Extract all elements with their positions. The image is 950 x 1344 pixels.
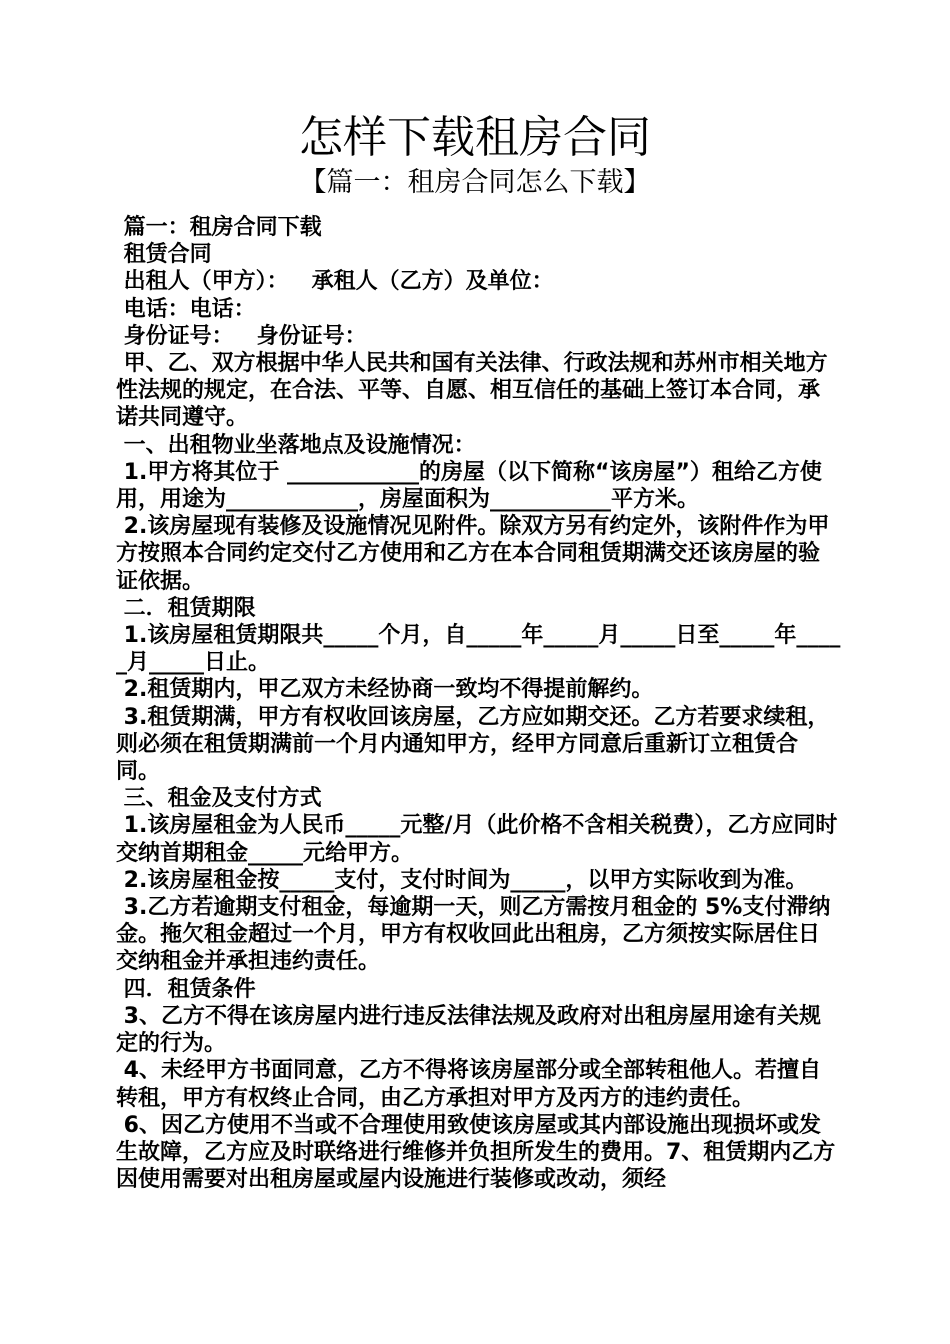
document-title: 怎样下载租房合同 (299, 112, 651, 163)
paragraph: 6、因乙方使用不当或不合理使用致使该房屋或其内部设施出现损坏或发生故障，乙方应及时联络进行维修并负担所发生的费用。7、租赁期内乙方因使用需要对出租房屋或屋内设施进行装修或改动，须经 (116, 1112, 836, 1193)
paragraph: 2.该房屋租金按_____支付，支付时间为_____，以甲方实际收到为准。 (116, 867, 808, 893)
paragraph: 3.乙方若逾期支付租金，每逾期一天，则乙方需按月租金的 5%支付滞纳金。拖欠租金超过一个月，甲方有权收回此出租房，乙方须按实际居住日交纳租金并承担违约责任。 (116, 895, 831, 975)
paragraph: 2.该房屋现有装修及设施情况见附件。除双方另有约定外，该附件作为甲方按照本合同约定交付乙方使用和乙方在本合同租赁期满交还该房屋的验证依据。 (116, 514, 830, 594)
paragraph: 出租人（甲方）： 承租人（乙方）及单位： (116, 269, 554, 295)
paragraph: 一、出租物业坐落地点及设施情况： (116, 432, 476, 458)
paragraph: 租赁合同 (116, 242, 212, 268)
paragraph: 3.租赁期满，甲方有权收回该房屋，乙方应如期交还。乙方若要求续租，则必须在租赁期满前一个月内通知甲方，经甲方同意后重新订立租赁合同。 (116, 704, 830, 785)
paragraph: 1.该房屋租金为人民币_____元整/月（此价格不含相关税费），乙方应同时交纳首期租金_____元给甲方。 (116, 813, 838, 866)
paragraph: 4、未经甲方书面同意，乙方不得将该房屋部分或全部转租他人。若擅自转租，甲方有权终止合同，由乙方承担对甲方及丙方的违约责任。 (116, 1058, 821, 1111)
paragraph: 1.该房屋租赁期限共_____个月，自_____年_____月_____日至_____年_____月_____日止。 (116, 623, 841, 676)
document-body (116, 214, 841, 1193)
paragraph: 1.甲方将其位于 ____________的房屋（以下简称“该房屋”）租给乙方使用，用途为____________，房屋面积为___________平方米。 (116, 459, 822, 513)
paragraph: 四．租赁条件 (116, 976, 256, 1002)
paragraph: 三、租金及支付方式 (116, 786, 322, 812)
paragraph: 电话：电话： (116, 296, 256, 322)
paragraph: 二．租赁期限 (116, 595, 256, 621)
paragraph: 3、乙方不得在该房屋内进行违反法律法规及政府对出租房屋用途有关规定的行为。 (116, 1003, 821, 1057)
paragraph: 篇一：租房合同下载 (116, 215, 322, 240)
paragraph: 2.租赁期内，甲乙双方未经协商一致均不得提前解约。 (116, 677, 654, 703)
document-subtitle: 【篇一：租房合同怎么下载】 (299, 167, 651, 198)
paragraph: 甲、乙、双方根据中华人民共和国有关法律、行政法规和苏州市相关地方性法规的规定，在合法、平等、自愿、相互信任的基础上签订本合同，承诺共同遵守。 (116, 351, 828, 431)
paragraph: 身份证号： 身份证号： (116, 323, 367, 349)
